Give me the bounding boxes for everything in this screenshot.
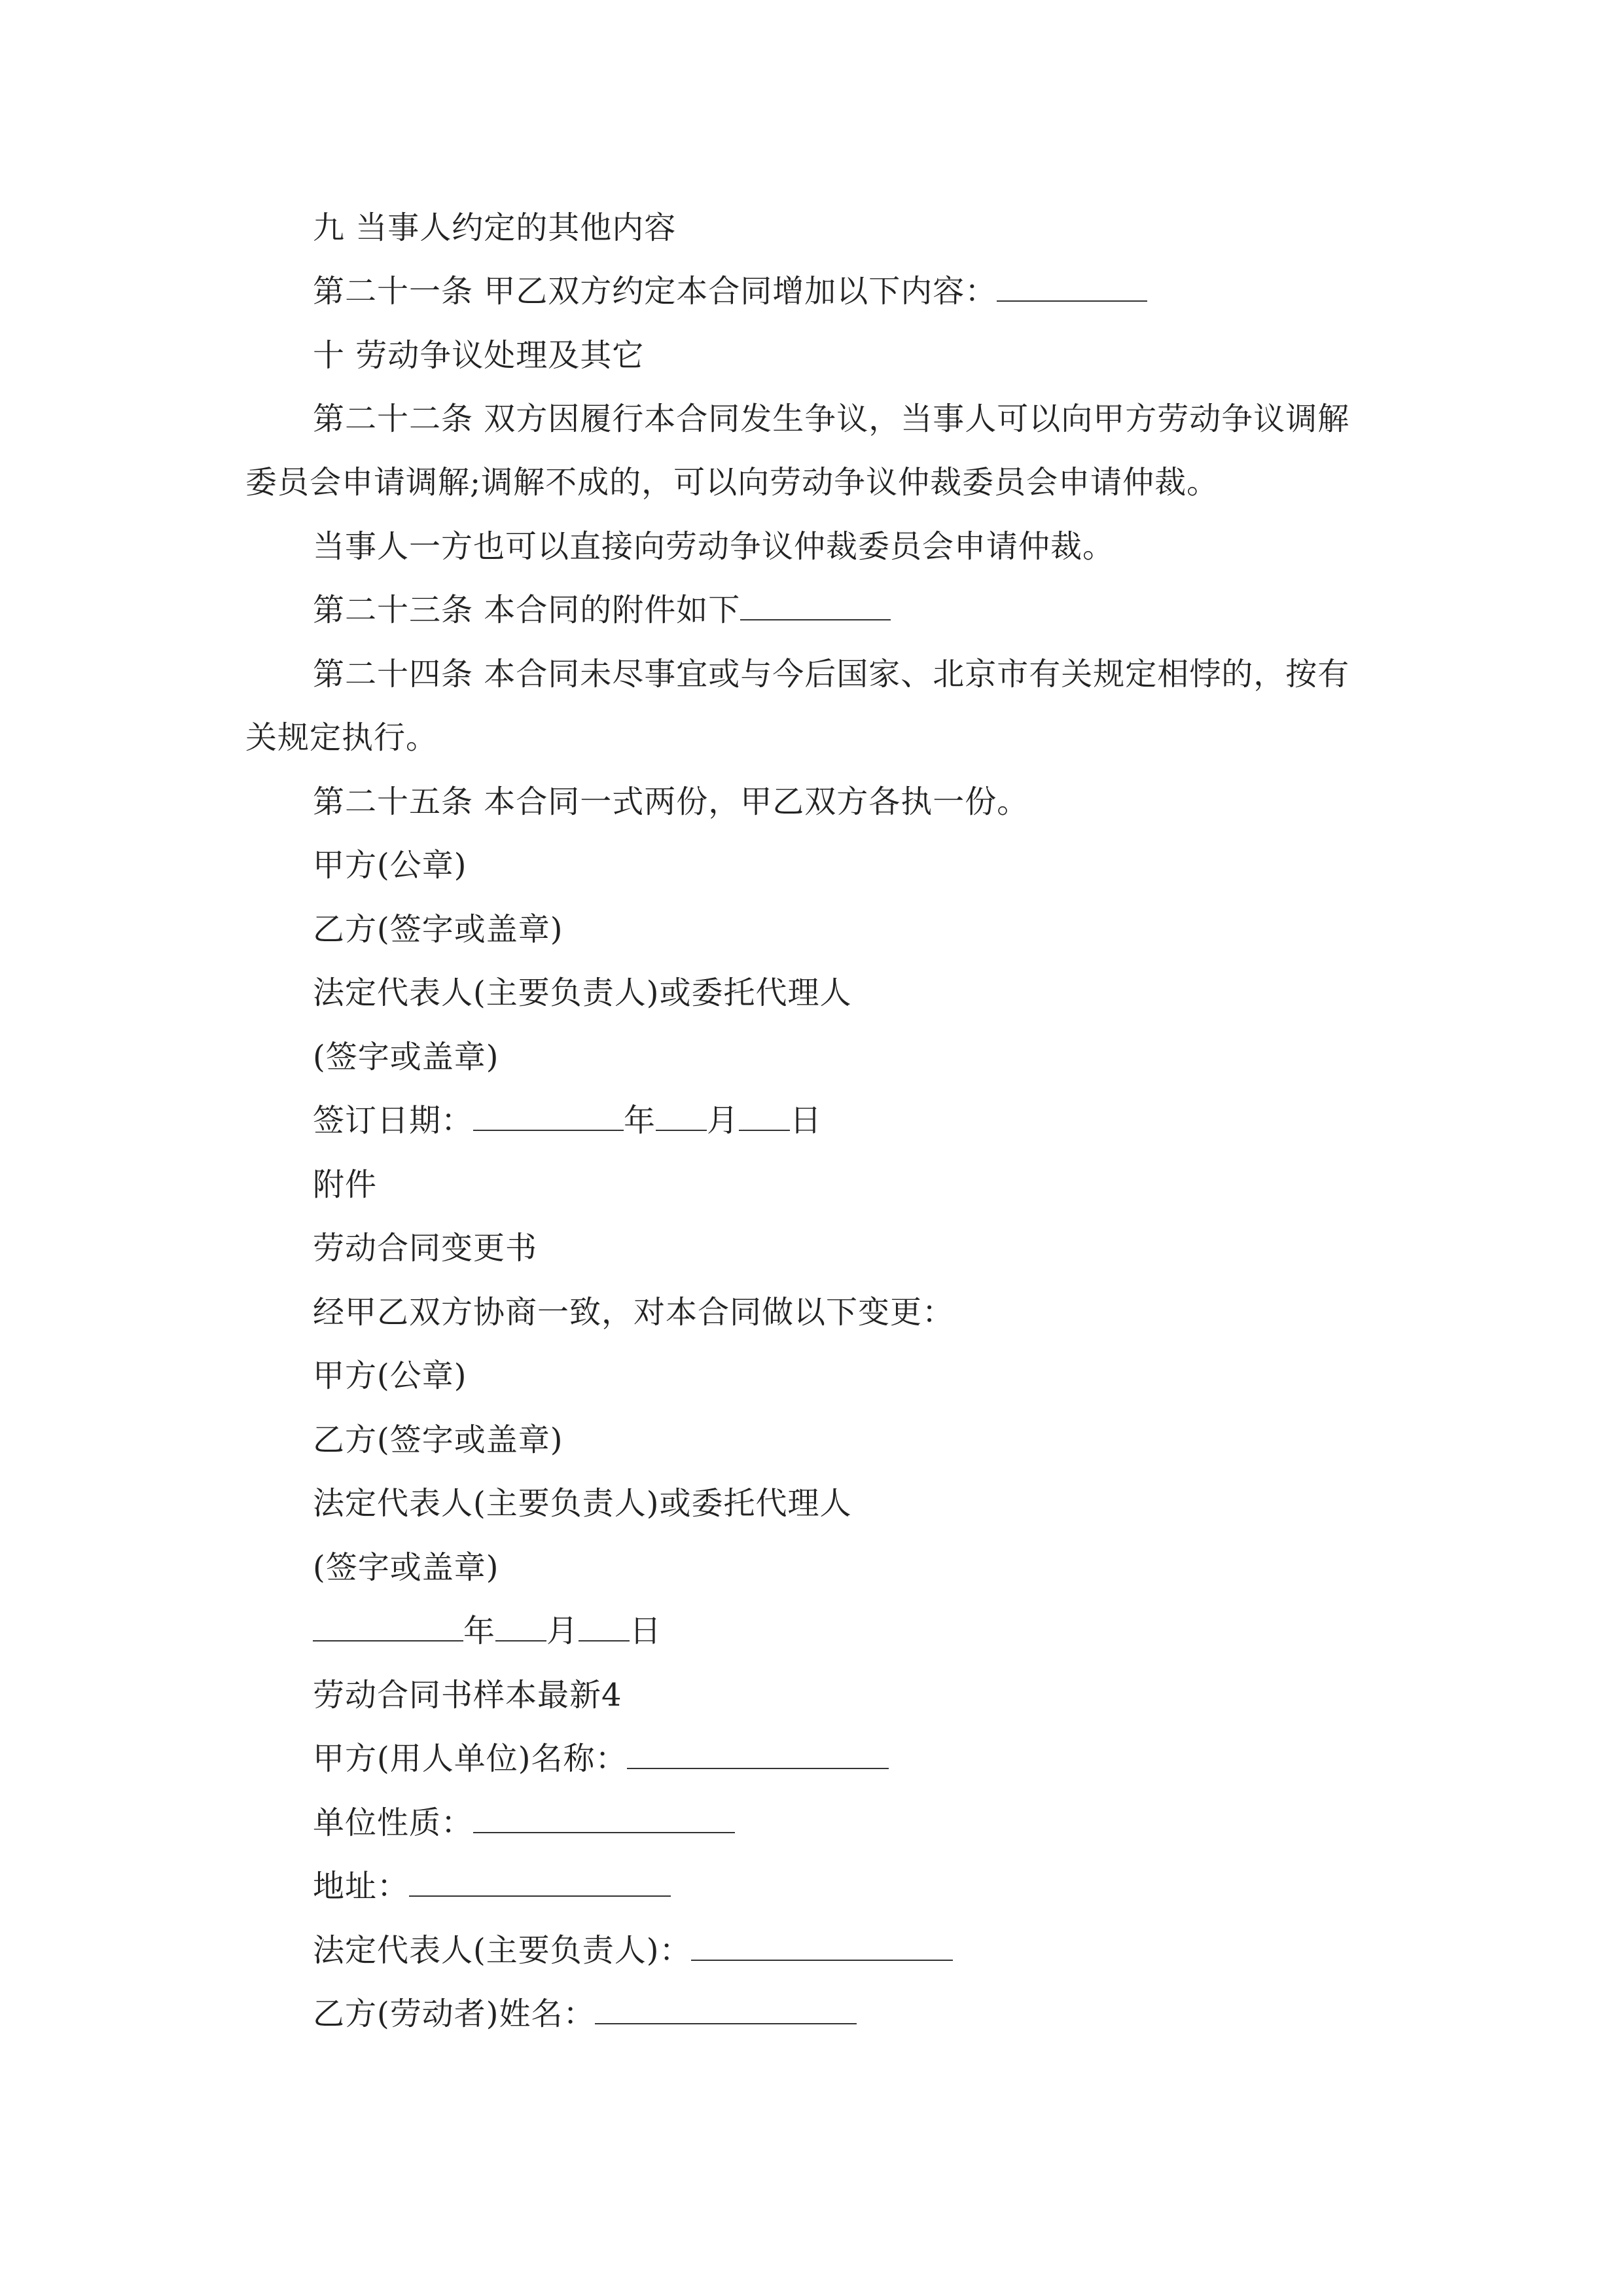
- year-blank: [473, 1101, 624, 1131]
- legal-representative: 法定代表人(主要负责人)或委托代理人: [313, 975, 852, 1011]
- amendment-month-unit: 月: [546, 1613, 579, 1649]
- address-row: [313, 1867, 671, 1906]
- legal-rep-label: 法定代表人(主要负责人)：: [313, 1932, 692, 1969]
- amendment-title: 劳动合同变更书: [313, 1230, 538, 1266]
- article-24-line-1: 第二十四条 本合同未尽事宜或与今后国家、北京市有关规定相悖的，按有: [313, 656, 1350, 692]
- signing-date: [313, 1101, 822, 1140]
- article-23-blank: [740, 590, 891, 620]
- month-unit: 月: [707, 1102, 740, 1139]
- article-24-line-2: 关规定执行。: [245, 719, 438, 756]
- amendment-date: [313, 1611, 662, 1651]
- unit-nature-blank: [473, 1803, 735, 1833]
- article-22-line-2: 委员会申请调解;调解不成的，可以向劳动争议仲裁委员会申请仲裁。: [245, 464, 1219, 501]
- unit-nature-row: [313, 1803, 735, 1842]
- legal-rep-row: [313, 1931, 953, 1970]
- amendment-day-unit: 日: [630, 1613, 662, 1649]
- amendment-intro: 经甲乙双方协商一致，对本合同做以下变更：: [313, 1294, 955, 1331]
- year-unit: 年: [624, 1102, 656, 1139]
- amendment-party-b-signature: 乙方(签字或盖章): [313, 1422, 563, 1458]
- amendment-day-blank: [579, 1611, 630, 1641]
- amendment-month-blank: [495, 1611, 546, 1641]
- signing-date-label: 签订日期：: [313, 1102, 474, 1139]
- section-heading-10: 十 劳动争议处理及其它: [313, 337, 645, 374]
- appendix-heading: 附件: [313, 1166, 378, 1203]
- article-23: [313, 590, 891, 630]
- amendment-year-unit: 年: [463, 1613, 496, 1649]
- amendment-party-a-seal: 甲方(公章): [313, 1357, 467, 1394]
- contract-sample-title: 劳动合同书样本最新4: [313, 1677, 622, 1713]
- article-21-text: 第二十一条 甲乙双方约定本合同增加以下内容：: [313, 273, 997, 310]
- signature-or-seal: (签字或盖章): [313, 1039, 499, 1075]
- amendment-signature-or-seal: (签字或盖章): [313, 1549, 499, 1586]
- employer-name-row: [313, 1739, 889, 1778]
- unit-nature-label: 单位性质：: [313, 1804, 474, 1841]
- employer-name-blank: [627, 1739, 889, 1769]
- amendment-legal-representative: 法定代表人(主要负责人)或委托代理人: [313, 1485, 852, 1522]
- article-25: 第二十五条 本合同一式两份，甲乙双方各执一份。: [313, 783, 1029, 820]
- employee-name-label: 乙方(劳动者)姓名：: [313, 1996, 596, 2032]
- section-heading-9: 九 当事人约定的其他内容: [313, 209, 677, 246]
- party-b-signature: 乙方(签字或盖章): [313, 911, 563, 948]
- address-label: 地址：: [313, 1868, 410, 1905]
- article-23-text: 第二十三条 本合同的附件如下: [313, 592, 741, 628]
- employer-name-label: 甲方(用人单位)名称：: [313, 1740, 628, 1777]
- paragraph-direct-arbitration: 当事人一方也可以直接向劳动争议仲裁委员会申请仲裁。: [313, 528, 1115, 565]
- employee-name-blank: [595, 1994, 857, 2024]
- legal-rep-blank: [691, 1931, 953, 1961]
- article-21-blank: [997, 272, 1147, 302]
- article-21: [313, 272, 1147, 311]
- amendment-year-blank: [313, 1611, 463, 1641]
- month-blank: [656, 1101, 707, 1131]
- day-blank: [739, 1101, 790, 1131]
- article-22-line-1: 第二十二条 双方因履行本合同发生争议，当事人可以向甲方劳动争议调解: [313, 401, 1350, 437]
- day-unit: 日: [790, 1102, 823, 1139]
- employee-name-row: [313, 1994, 857, 2034]
- party-a-seal: 甲方(公章): [313, 847, 467, 884]
- address-blank: [409, 1867, 671, 1897]
